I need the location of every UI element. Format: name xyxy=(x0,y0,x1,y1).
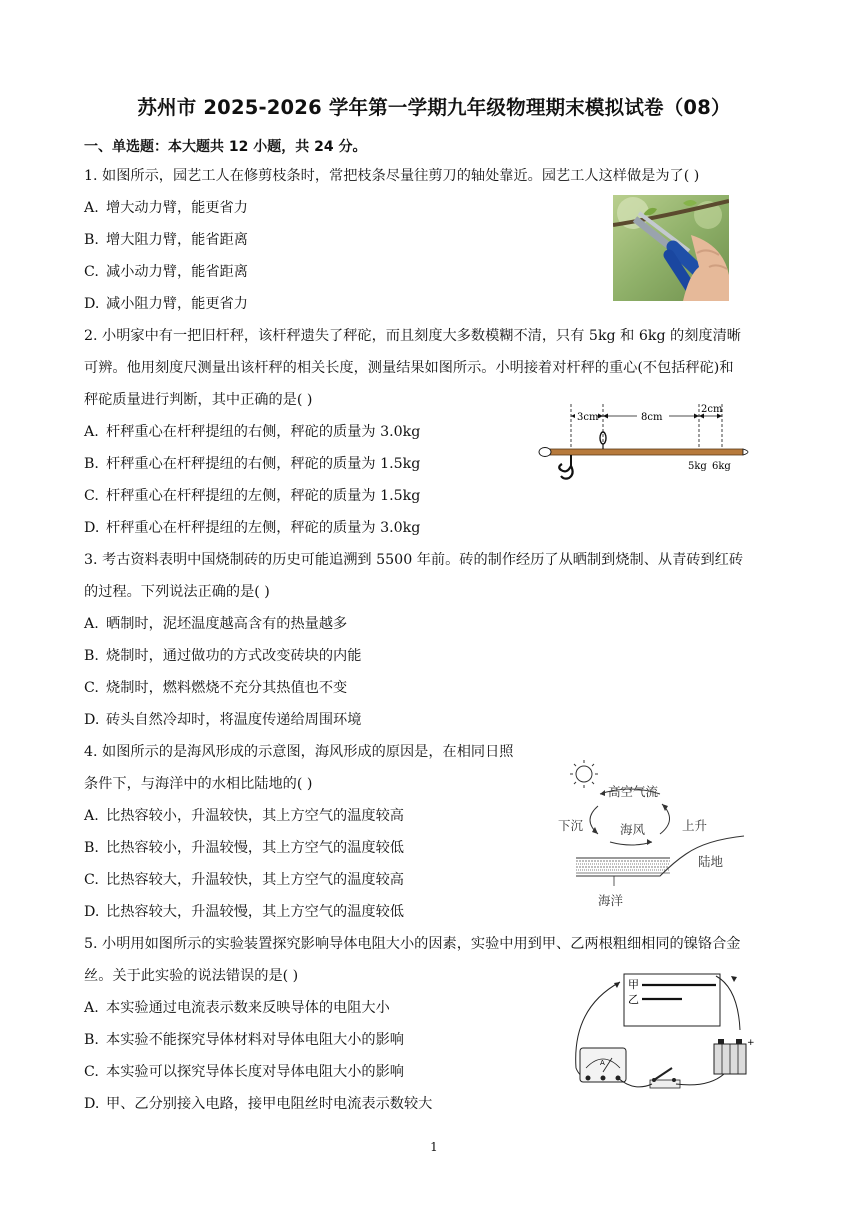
option-key: D. xyxy=(84,1096,100,1112)
label-high-air: 高空气流 xyxy=(608,784,659,799)
q3-option-b[interactable] xyxy=(84,646,361,666)
option-text: 砖头自然冷却时，将温度传递给周围环境 xyxy=(106,712,362,728)
option-key: C. xyxy=(84,488,99,504)
resistance-circuit-diagram xyxy=(568,968,778,1096)
q5-option-b[interactable] xyxy=(84,1030,404,1050)
svg-text:+: + xyxy=(747,1038,755,1048)
option-key: A. xyxy=(84,808,99,824)
option-key: D. xyxy=(84,520,100,536)
option-text: 减小动力臂，能省距离 xyxy=(106,264,248,280)
q3-stem-line-2: 的过程。下列说法正确的是( ) xyxy=(84,584,270,600)
option-key: B. xyxy=(84,648,99,664)
option-text: 烧制时，通过做功的方式改变砖块的内能 xyxy=(106,648,362,664)
label-rise: 上升 xyxy=(682,818,708,833)
option-text: 本实验不能探究导体材料对导体电阻大小的影响 xyxy=(106,1032,404,1048)
label-sink: 下沉 xyxy=(558,818,584,833)
option-key: B. xyxy=(84,1032,99,1048)
pruning-shears-photo xyxy=(613,195,729,301)
switch-icon xyxy=(650,1068,680,1088)
svg-text:A: A xyxy=(600,1059,605,1067)
option-key: C. xyxy=(84,872,99,888)
option-text: 比热容较大，升温较快，其上方空气的温度较高 xyxy=(106,872,404,888)
q2-option-d[interactable] xyxy=(84,518,420,538)
page-title: 苏州市 2025-2026 学年第一学期九年级物理期末模拟试卷（08） xyxy=(137,96,731,119)
q5-option-c[interactable] xyxy=(84,1062,404,1082)
q3-stem-line-1: 3. 考古资料表明中国烧制砖的历史可能追溯到 5500 年前。砖的制作经历了从晒制到烧制、从青砖到红砖 xyxy=(84,552,744,568)
q2-option-c[interactable] xyxy=(84,486,420,506)
q1-option-b[interactable] xyxy=(84,230,248,250)
option-key: C. xyxy=(84,264,99,280)
q1-option-c[interactable] xyxy=(84,262,248,282)
sun-icon xyxy=(570,760,598,788)
option-key: B. xyxy=(84,232,99,248)
steelyard-diagram xyxy=(535,400,757,490)
option-text: 本实验可以探究导体长度对导体电阻大小的影响 xyxy=(106,1064,404,1080)
mark-5kg: 5kg xyxy=(688,461,707,472)
option-text: 比热容较小，升温较快，其上方空气的温度较高 xyxy=(106,808,404,824)
q4-stem-line-1: 4. 如图所示的是海风形成的示意图，海风形成的原因是，在相同日照 xyxy=(84,744,514,760)
q1-option-a[interactable] xyxy=(84,198,248,218)
wire-label-b: 乙 xyxy=(628,993,639,1006)
option-key: A. xyxy=(84,424,99,440)
ammeter-icon xyxy=(580,1048,626,1082)
option-text: 比热容较大，升温较慢，其上方空气的温度较低 xyxy=(106,904,404,920)
q4-option-c[interactable] xyxy=(84,870,404,890)
option-key: D. xyxy=(84,904,100,920)
option-key: D. xyxy=(84,296,100,312)
option-text: 甲、乙分别接入电路，接甲电阻丝时电流表示数较大 xyxy=(106,1096,433,1112)
option-text: 杆秤重心在杆秤提纽的右侧，秤砣的质量为 3.0kg xyxy=(106,424,421,440)
option-key: A. xyxy=(84,200,99,216)
q5-stem-line-1: 5. 小明用如图所示的实验装置探究影响导体电阻大小的因素，实验中用到甲、乙两根粗细相同的镍铬合金 xyxy=(84,936,741,952)
label-sea-wind: 海风 xyxy=(620,822,646,837)
q4-option-d[interactable] xyxy=(84,902,404,922)
option-key: C. xyxy=(84,680,99,696)
length-label-8cm: 8cm xyxy=(641,412,663,423)
length-label-3cm: 3cm xyxy=(577,412,599,423)
option-text: 杆秤重心在杆秤提纽的左侧，秤砣的质量为 1.5kg xyxy=(106,488,421,504)
q2-option-b[interactable] xyxy=(84,454,420,474)
option-key: C. xyxy=(84,1064,99,1080)
option-key: B. xyxy=(84,840,99,856)
option-text: 比热容较小，升温较慢，其上方空气的温度较低 xyxy=(106,840,404,856)
q2-option-a[interactable] xyxy=(84,422,420,442)
mark-6kg: 6kg xyxy=(712,461,731,472)
q4-option-a[interactable] xyxy=(84,806,404,826)
option-text: 增大动力臂，能更省力 xyxy=(106,200,248,216)
option-key: A. xyxy=(84,1000,99,1016)
q2-stem-line-3: 秤砣质量进行判断，其中正确的是( ) xyxy=(84,392,313,408)
option-text: 烧制时，燃料燃烧不充分其热值也不变 xyxy=(106,680,348,696)
option-key: A. xyxy=(84,616,99,632)
q2-stem-line-2: 可辨。他用刻度尺测量出该杆秤的相关长度，测量结果如图所示。小明接着对杆秤的重心(不包括秤砣)和 xyxy=(84,360,734,376)
option-text: 增大阻力臂，能省距离 xyxy=(106,232,248,248)
q3-option-a[interactable] xyxy=(84,614,347,634)
q4-stem-line-2: 条件下，与海洋中的水相比陆地的( ) xyxy=(84,776,313,792)
q3-option-d[interactable] xyxy=(84,710,361,730)
option-key: D. xyxy=(84,712,100,728)
label-ocean: 海洋 xyxy=(598,893,624,908)
q5-option-d[interactable] xyxy=(84,1094,432,1114)
option-text: 杆秤重心在杆秤提纽的右侧，秤砣的质量为 1.5kg xyxy=(106,456,421,472)
q1-option-d[interactable] xyxy=(84,294,248,314)
q1-stem: 1. 如图所示，园艺工人在修剪枝条时，常把枝条尽量往剪刀的轴处靠近。园艺工人这样做是为了( ) xyxy=(84,168,700,184)
section-heading: 一、单选题：本大题共 12 小题，共 24 分。 xyxy=(84,139,367,155)
q2-stem-line-1: 2. 小明家中有一把旧杆秤，该杆秤遗失了秤砣，而且刻度大多数模糊不清，只有 5kg 和 6kg 的刻度清晰 xyxy=(84,328,741,344)
option-text: 减小阻力臂，能更省力 xyxy=(106,296,248,312)
option-key: B. xyxy=(84,456,99,472)
q5-option-a[interactable] xyxy=(84,998,390,1018)
wire-label-a: 甲 xyxy=(628,978,639,991)
battery-icon xyxy=(714,1038,755,1074)
page-number: 1 xyxy=(430,1140,438,1154)
option-text: 杆秤重心在杆秤提纽的左侧，秤砣的质量为 3.0kg xyxy=(106,520,421,536)
length-label-2cm: 2cm xyxy=(701,404,723,415)
label-land: 陆地 xyxy=(698,854,724,869)
option-text: 晒制时，泥坯温度越高含有的热量越多 xyxy=(106,616,348,632)
sea-breeze-diagram xyxy=(548,758,748,914)
q5-stem-line-2: 丝。关于此实验的说法错误的是( ) xyxy=(84,968,299,984)
q4-option-b[interactable] xyxy=(84,838,404,858)
q3-option-c[interactable] xyxy=(84,678,347,698)
option-text: 本实验通过电流表示数来反映导体的电阻大小 xyxy=(106,1000,390,1016)
